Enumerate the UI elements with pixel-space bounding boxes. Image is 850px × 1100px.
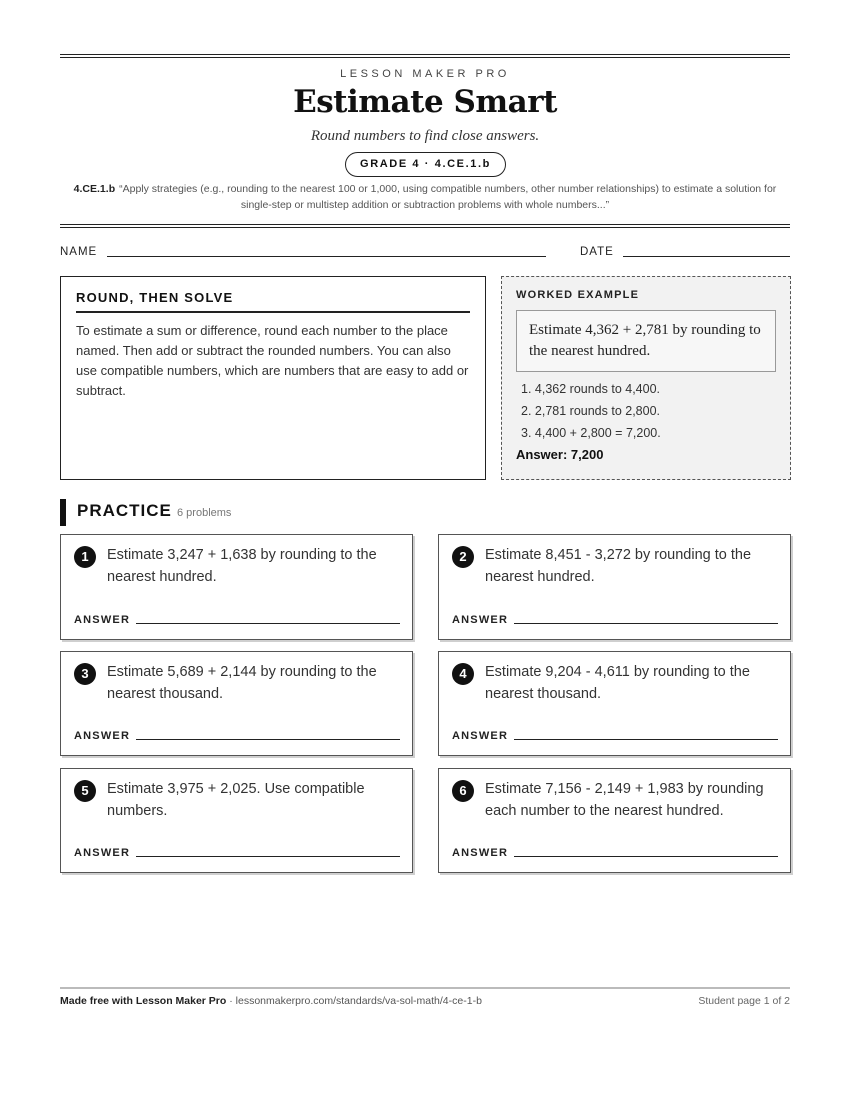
answer-field[interactable]: [136, 856, 400, 857]
grade-badge: GRADE 4 · 4.CE.1.b: [345, 152, 506, 177]
intro-heading: ROUND, THEN SOLVE: [76, 290, 470, 313]
problem-text: Estimate 3,247 + 1,638 by rounding to the nearest hundred.: [107, 547, 377, 585]
intro-body: To estimate a sum or difference, round each number to the place named. Then add or subtract the rounded numbers. You can also use compatible numbers, which are numbers that are easy to add or subtract.: [76, 323, 469, 398]
worked-example-box: [501, 276, 791, 480]
problem-card-4: [438, 651, 791, 756]
worked-example-step: 1. 4,362 rounds to 4,400.: [521, 382, 660, 396]
standard-text: “Apply strategies (e.g., rounding to the nearest 100 or 1,000, using compatible numbers, other number relationships) to estimate a solution for single-step or multistep addition or subtraction problems with whole numbers...”: [119, 183, 777, 211]
standard-code: 4.CE.1.b: [73, 183, 116, 195]
answer-field[interactable]: [514, 623, 778, 624]
problem-card-2: [438, 534, 791, 640]
worked-example-step: 2. 2,781 rounds to 2,800.: [521, 404, 660, 418]
top-double-rule: [60, 54, 790, 58]
footer-made-with: Made free with Lesson Maker Pro: [60, 995, 227, 1007]
date-label: DATE: [580, 246, 614, 258]
practice-title: PRACTICE: [77, 501, 172, 520]
practice-accent-bar: [60, 499, 66, 526]
answer-field[interactable]: [514, 856, 778, 857]
problem-card-3: [60, 651, 413, 756]
problem-text: Estimate 3,975 + 2,025. Use compatible numbers.: [107, 781, 365, 819]
brand-name: LESSON MAKER PRO: [340, 68, 510, 80]
problem-number-badge: 1: [74, 546, 96, 568]
worked-example-answer: Answer: 7,200: [516, 447, 604, 462]
answer-label: ANSWER: [452, 614, 509, 626]
problem-number-badge: 2: [452, 546, 474, 568]
date-field[interactable]: [623, 256, 790, 257]
problem-text: Estimate 7,156 - 2,149 + 1,983 by rounding each number to the nearest hundred.: [485, 781, 764, 819]
footer-url[interactable]: · lessonmakerpro.com/standards/va-sol-math/4-ce-1-b: [226, 995, 482, 1007]
problem-number-badge: 3: [74, 663, 96, 685]
worked-example-prompt: Estimate 4,362 + 2,781 by rounding to the nearest hundred.: [516, 310, 776, 372]
problem-text: Estimate 5,689 + 2,144 by rounding to the nearest thousand.: [107, 664, 377, 702]
answer-label: ANSWER: [74, 847, 131, 859]
problem-number-badge: 6: [452, 780, 474, 802]
problem-text: Estimate 8,451 - 3,272 by rounding to the nearest hundred.: [485, 547, 752, 585]
answer-field[interactable]: [136, 623, 400, 624]
worked-example-heading: WORKED EXAMPLE: [516, 289, 640, 301]
page-subtitle: Round numbers to find close answers.: [310, 128, 540, 144]
problem-card-1: [60, 534, 413, 640]
problem-card-6: [438, 768, 791, 873]
answer-field[interactable]: [136, 739, 400, 740]
name-field[interactable]: [107, 256, 546, 257]
problem-number-badge: 4: [452, 663, 474, 685]
answer-label: ANSWER: [74, 614, 131, 626]
worked-example-steps: [516, 378, 776, 444]
worked-example-step: 3. 4,400 + 2,800 = 7,200.: [521, 426, 661, 440]
answer-label: ANSWER: [74, 730, 131, 742]
answer-field[interactable]: [514, 739, 778, 740]
answer-label: ANSWER: [452, 730, 509, 742]
footer-credit: [60, 995, 482, 1007]
footer-rule: [60, 987, 790, 989]
problem-card-5: [60, 768, 413, 873]
header-bottom-double-rule: [60, 224, 790, 228]
problem-number-badge: 5: [74, 780, 96, 802]
page-title: Estimate Smart: [293, 84, 557, 120]
practice-count: 6 problems: [177, 507, 232, 519]
answer-label: ANSWER: [452, 847, 509, 859]
intro-box: [60, 276, 486, 480]
problem-text: Estimate 9,204 - 4,611 by rounding to the nearest thousand.: [485, 664, 750, 702]
footer-page-indicator: Student page 1 of 2: [698, 995, 790, 1007]
name-label: NAME: [60, 246, 98, 258]
standard-description: [66, 182, 784, 213]
